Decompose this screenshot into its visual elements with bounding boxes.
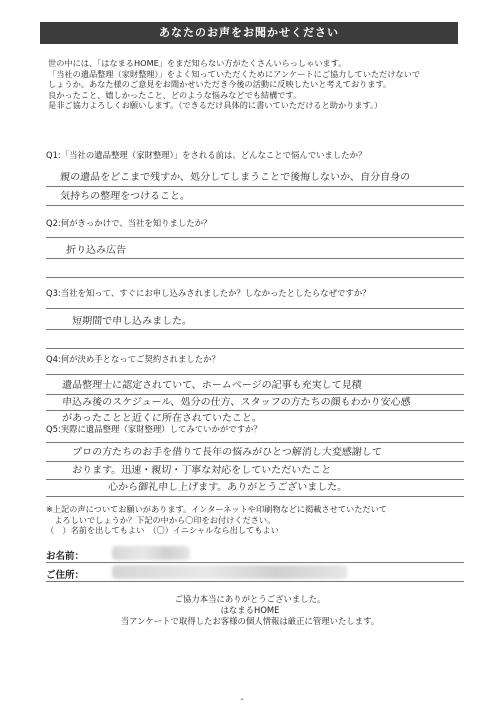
answer-5-line-2: おります。迅速・親切・丁寧な対応をしていただいたこと	[71, 465, 332, 476]
answer-2-rule-3	[46, 277, 464, 278]
address-label: ご住所：	[46, 570, 85, 581]
answer-5-line-3: 心から御礼申し上げます。ありがとうございました。	[107, 482, 348, 493]
address-value-redacted	[112, 565, 347, 579]
name-value-redacted	[112, 546, 190, 560]
answer-4-line-2: 申込み後のスケジュール、処分の仕方、スタッフの方たちの顔もわかり安心感	[61, 397, 411, 408]
answer-5-rule-1	[46, 442, 464, 443]
answer-5-line-1: プロの方たちのお手を借りて長年の悩みがひとつ解消し大変感謝して	[71, 447, 383, 458]
address-rule	[46, 581, 464, 582]
question-2-label: Q2:何がきっかけで、当社を知りましたか？	[46, 218, 212, 228]
answer-4-rule-2	[46, 394, 464, 395]
answer-2-rule-2	[46, 258, 464, 259]
answer-4-line-3: があったことと近くに所在されていたこと。	[61, 413, 263, 424]
answer-4-rule-3	[46, 410, 464, 411]
answer-4-rule-1	[46, 374, 464, 375]
name-label: お名前：	[46, 551, 85, 562]
answer-5-rule-4	[46, 496, 464, 497]
footer-privacy-note: 当アンケートで取得したお客様の個人情報は厳正に管理いたします。	[120, 616, 380, 626]
answer-1-line-1: 親の遺品をどこまで残すか、処分してしまうことで後悔しないか、自分自身の	[59, 172, 411, 183]
answer-4-line-1: 遺品整理士に認定されていて、ホームページの記事も充実して見積	[61, 380, 362, 391]
answer-2-line-1: 折り込み広告	[65, 245, 127, 256]
question-4-label: Q4:何が決め手となってご契約されましたか？	[46, 354, 220, 364]
answer-1-rule-2	[46, 205, 464, 206]
answer-2-rule-1	[46, 237, 464, 238]
page-mark: ・	[238, 695, 246, 704]
survey-title-banner: あなたのお声をお聞かせください	[40, 22, 458, 44]
question-1-label: Q1:「当社の遺品整理（家財整理）」をされる前は、どんなことで悩んでいましたか？	[46, 150, 367, 160]
answer-3-rule-2	[46, 329, 464, 330]
name-rule	[46, 562, 464, 563]
intro-paragraph: 世の中には、「はなまるHOME」をまだ知らない方がたくさんいらっしゃいます。 「当社の遺品整理（家財整理）」をよく知っていただくためにアンケートにご協力していただけないで しょうか。あなた様のご意見をお聞かせいただき今後の活動に反映したいと考えております。 良かったこと、嬉しかったこと、どのような悩みなどでも結構です。 是非ご協力よろしくお願いします。（できるだけ具体的に書いていただけると助かります。）	[48, 58, 421, 111]
answer-1-line-2: 気持ちの整理をつけること。	[59, 191, 191, 202]
answer-3-rule-3	[46, 348, 464, 349]
answer-5-rule-3	[46, 479, 464, 480]
footer-brand: はなまるHOME	[220, 605, 280, 615]
question-5-label: Q5:実際に遺品整理（家財整理）してみていかがですか？	[46, 424, 262, 434]
publication-consent-notice: ※上記の声についてお願いがあります。インターネットや印刷物などに掲載させていただいて よろしいでしょうか？下記の中から〇印をお付けください。 （ ）名前を出してもよい （〇）イニシャルなら出してもよい	[46, 504, 387, 536]
footer-thanks: ご協力本当にありがとうございました。	[174, 594, 326, 604]
question-3-label: Q3:当社を知って、すぐにお申し込みされましたか？しなかったとしたらなぜですか？	[46, 288, 371, 298]
answer-1-rule-1	[46, 186, 464, 187]
answer-3-rule-1	[46, 308, 464, 309]
answer-5-rule-2	[46, 461, 464, 462]
answer-3-line-1: 短期間で申し込みました。	[71, 316, 193, 327]
